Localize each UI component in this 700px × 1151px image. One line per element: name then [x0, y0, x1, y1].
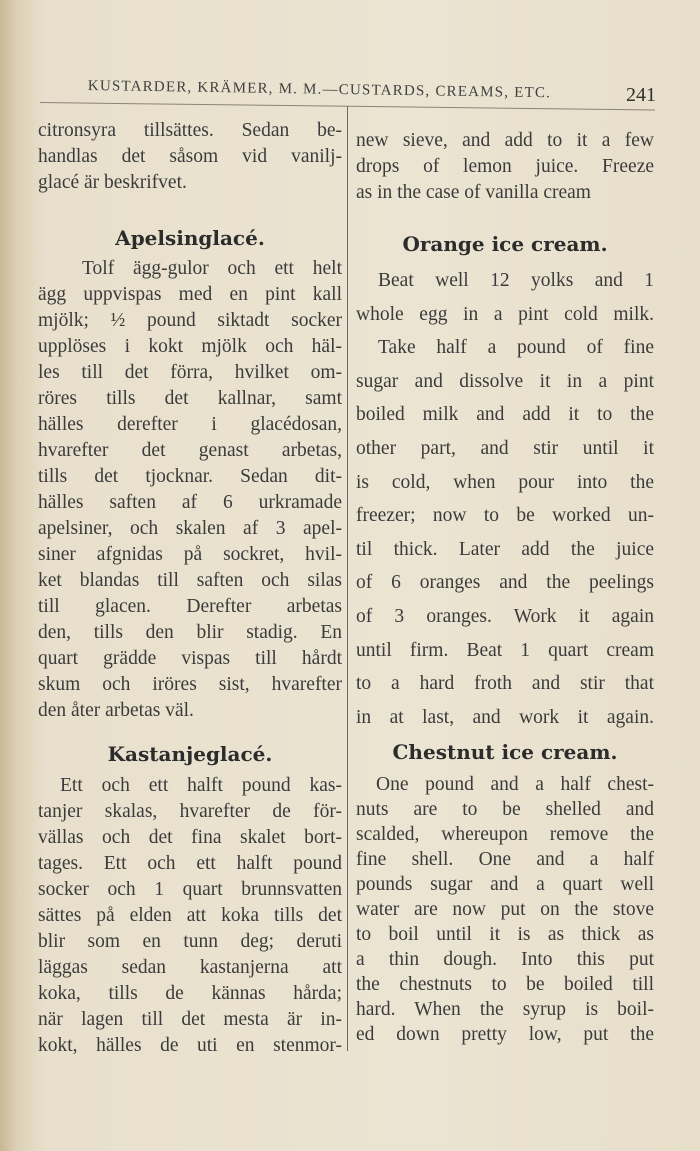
running-head: KUSTARDER, KRÄMER, M. M.—CUSTARDS, CREAMS, ETC. — [87, 78, 552, 102]
right-section2-body — [356, 772, 654, 1047]
text-line: freezer; now to be worked un- — [356, 505, 654, 527]
text-line: den, tills den blir stadig. En — [38, 622, 342, 643]
text-line: other part, and stir until it — [356, 437, 654, 459]
column-divider — [347, 106, 348, 1051]
text-line: Ett och ett halft pound kas- — [60, 775, 342, 796]
text-line: of 6 oranges and the peelings — [356, 572, 654, 594]
text-line: tills det tjocknar. Sedan dit- — [38, 466, 342, 487]
text-line: skum och iröres sist, hvarefter — [38, 674, 342, 695]
text-line: läggas sedan kastanjerna att — [38, 957, 342, 978]
text-line: Take half a pound of fine — [378, 337, 654, 359]
text-line: citronsyra tillsättes. Sedan be- — [38, 120, 342, 141]
text-line: is cold, when pour into the — [356, 471, 654, 493]
text-line: hvarefter det genast arbetas, — [38, 440, 342, 461]
text-line: les till det förra, hvilket om- — [38, 362, 342, 383]
text-line: siner afgnidas på sockret, hvil- — [38, 544, 342, 565]
text-line: scalded, whereupon remove the — [356, 824, 654, 845]
text-line: upplöses i kokt mjölk och häl- — [38, 336, 342, 357]
text-line: hälles saften af 6 urkramade — [38, 492, 342, 513]
text-line: hälles derefter i glacédosan, — [38, 414, 342, 435]
section-title-kastanjeglace: Kastanjeglacé. — [107, 742, 273, 766]
text-line: a thin dough. Into this put — [356, 949, 654, 970]
text-line: Tolf ägg-gulor och ett helt — [82, 258, 342, 279]
text-line: boiled milk and add it to the — [356, 404, 654, 426]
text-line: glacé är beskrifvet. — [38, 172, 187, 193]
text-line: ägg uppvispas med en pint kall — [38, 284, 342, 305]
section-title-apelsinglace: Apelsinglacé. — [115, 226, 265, 250]
text-line: the chestnuts to be boiled till — [356, 974, 654, 995]
left-intro — [38, 118, 342, 196]
text-line: kokt, hälles de uti en stenmor- — [38, 1035, 342, 1056]
text-line: until firm. Beat 1 quart cream — [356, 639, 654, 661]
text-line: sugar and dissolve it in a pint — [356, 370, 654, 392]
text-line: to boil until it is as thick as — [356, 924, 654, 945]
right-column — [356, 128, 654, 206]
text-line: water are now put on the stove — [356, 899, 654, 920]
text-line: blir som en tunn deg; deruti — [38, 931, 342, 952]
text-line: ket blandas till saften och silas — [38, 570, 342, 591]
text-line: pounds sugar and a quart well — [356, 874, 654, 895]
section-title-orange-ice-cream: Orange ice cream. — [402, 232, 608, 256]
text-line: hard. When the syrup is boil- — [356, 999, 654, 1020]
text-line: sättes på elden att koka tills det — [38, 905, 342, 926]
text-line: til thick. Later add the juice — [356, 538, 654, 560]
text-line: Beat well 12 yolks and 1 — [378, 270, 654, 291]
text-line: mjölk; ½ pound siktadt socker — [38, 310, 342, 331]
text-line: tages. Ett och ett halft pound — [38, 853, 342, 874]
text-line: of 3 oranges. Work it again — [356, 605, 654, 627]
text-line: röres tills det kallnar, samt — [38, 388, 342, 409]
text-line: vällas och det fina skalet bort- — [38, 827, 342, 848]
text-line: fine shell. One and a half — [356, 849, 654, 870]
text-line: till glacen. Derefter arbetas — [38, 596, 342, 617]
text-line: new sieve, and add to it a few — [356, 130, 654, 151]
text-line: ed down pretty low, put the — [356, 1024, 654, 1045]
text-line: as in the case of vanilla cream — [356, 182, 591, 203]
text-line: nuts are to be shelled and — [356, 799, 654, 820]
text-line: den åter arbetas väl. — [38, 700, 194, 721]
text-line: socker och 1 quart brunnsvatten — [38, 879, 342, 900]
text-line: quart grädde vispas till hårdt — [38, 648, 342, 669]
text-line: tanjer skalas, hvarefter de för- — [38, 801, 342, 822]
section-title-chestnut-ice-cream: Chestnut ice cream. — [392, 740, 618, 764]
text-line: to a hard froth and stir that — [356, 673, 654, 695]
text-line: koka, tills de kännas hårda; — [38, 983, 342, 1004]
text-line: whole egg in a pint cold milk. — [356, 303, 654, 325]
text-line: apelsiner, och skalen af 3 apel- — [38, 518, 342, 539]
left-section1-body — [38, 256, 342, 724]
text-line: när lagen till det mesta är in- — [38, 1009, 342, 1030]
page-number: 241 — [626, 84, 656, 106]
text-line: in at last, and work it again. — [356, 706, 654, 728]
right-section1-body — [356, 264, 654, 734]
text-line: One pound and a half chest- — [376, 774, 654, 795]
text-line: handlas det såsom vid vanilj- — [38, 146, 342, 167]
left-column — [38, 118, 342, 196]
left-section2-body — [38, 773, 342, 1059]
text-line: drops of lemon juice. Freeze — [356, 156, 654, 177]
